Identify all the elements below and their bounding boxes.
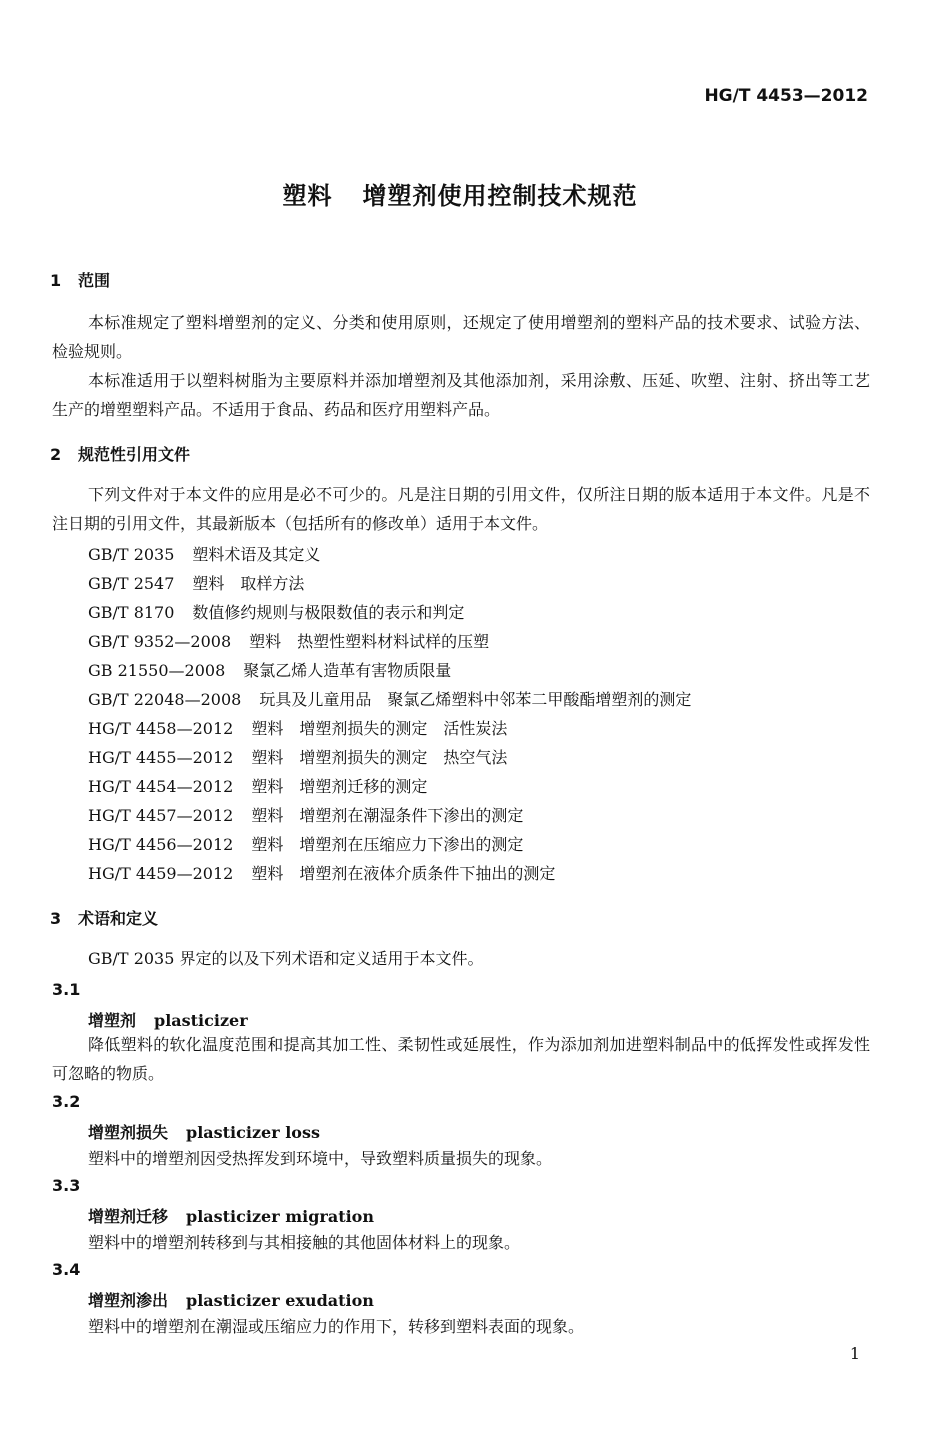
reference-title: 塑料术语及其定义 (192, 545, 321, 564)
subsection-number: 3.1 (52, 980, 81, 999)
reference-title: 塑料 增塑剂损失的测定 热空气法 (251, 748, 508, 767)
reference-item (88, 600, 464, 623)
reference-item (88, 716, 507, 739)
reference-item (88, 571, 304, 594)
reference-title: 玩具及儿童用品 聚氯乙烯塑料中邻苯二甲酸酯增塑剂的测定 (259, 690, 692, 709)
reference-title: 塑料 增塑剂在潮湿条件下渗出的测定 (251, 806, 524, 825)
term-zh: 增塑剂损失 (88, 1123, 169, 1142)
standard-number: HG/T 4453—2012 (704, 86, 868, 106)
reference-code: HG/T 4455—2012 (88, 748, 234, 767)
term-definition: 塑料中的增塑剂在潮湿或压缩应力的作用下，转移到塑料表面的现象。 (88, 1317, 585, 1336)
reference-title: 塑料 增塑剂在压缩应力下渗出的测定 (251, 835, 524, 854)
term-entry (88, 1008, 248, 1031)
reference-item (88, 832, 523, 855)
reference-title: 塑料 增塑剂在液体介质条件下抽出的测定 (251, 864, 556, 883)
section-title: 范围 (78, 271, 111, 290)
reference-code: HG/T 4458—2012 (88, 719, 234, 738)
reference-title: 塑料 增塑剂损失的测定 活性炭法 (251, 719, 508, 738)
term-definition: 塑料中的增塑剂转移到与其相接触的其他固体材料上的现象。 (88, 1233, 521, 1252)
reference-title: 数值修约规则与极限数值的表示和判定 (192, 603, 465, 622)
term-entry (88, 1204, 374, 1227)
reference-code: GB/T 8170 (88, 603, 175, 622)
term-entry (88, 1288, 374, 1311)
term-zh: 增塑剂迁移 (88, 1207, 169, 1226)
term-definition: 塑料中的增塑剂因受热挥发到环境中，导致塑料质量损失的现象。 (88, 1149, 553, 1168)
term-zh: 增塑剂 (88, 1011, 137, 1030)
section-title: 规范性引用文件 (78, 445, 191, 464)
reference-item (88, 629, 489, 652)
term-en: plasticizer loss (186, 1123, 320, 1142)
reference-title: 聚氯乙烯人造革有害物质限量 (243, 661, 452, 680)
reference-code: HG/T 4454—2012 (88, 777, 234, 796)
reference-code: GB/T 9352—2008 (88, 632, 232, 651)
term-definition: 降低塑料的软化温度范围和提高其加工性、柔韧性或延展性，作为添加剂加进塑料制品中的低挥发性或挥发性可忽略的物质。 (52, 1035, 870, 1083)
section-1-heading (50, 268, 110, 291)
section-2-heading (50, 442, 190, 465)
reference-item (88, 658, 451, 681)
reference-code: GB/T 2035 (88, 545, 175, 564)
reference-item (88, 745, 507, 768)
page-number: 1 (849, 1344, 860, 1363)
subsection-number: 3.3 (52, 1176, 81, 1195)
subsection-number: 3.2 (52, 1092, 81, 1111)
reference-item (88, 687, 691, 710)
reference-code: GB/T 2547 (88, 574, 175, 593)
paragraph: 本标准适用于以塑料树脂为主要原料并添加增塑剂及其他添加剂，采用涂敷、压延、吹塑、注射、挤出等工艺生产的增塑塑料产品。不适用于食品、药品和医疗用塑料产品。 (52, 371, 870, 419)
term-en: plasticizer exudation (186, 1291, 374, 1310)
reference-item (88, 542, 320, 565)
term-zh: 增塑剂渗出 (88, 1291, 169, 1310)
reference-title: 塑料 取样方法 (192, 574, 305, 593)
reference-item (88, 861, 555, 884)
title-part-1: 塑料 (282, 182, 333, 210)
reference-title: 塑料 热塑性塑料材料试样的压塑 (249, 632, 490, 651)
section-number: 1 (50, 271, 62, 290)
paragraph: 本标准规定了塑料增塑剂的定义、分类和使用原则，还规定了使用增塑剂的塑料产品的技术要求、试验方法、检验规则。 (52, 313, 870, 361)
paragraph: GB/T 2035 界定的以及下列术语和定义适用于本文件。 (88, 949, 484, 968)
section-number: 3 (50, 909, 62, 928)
term-en: plasticizer migration (186, 1207, 374, 1226)
term-entry (88, 1120, 320, 1143)
reference-code: HG/T 4459—2012 (88, 864, 234, 883)
section-3-heading (50, 906, 158, 929)
reference-item (88, 774, 427, 797)
section-number: 2 (50, 445, 62, 464)
reference-code: GB/T 22048—2008 (88, 690, 242, 709)
subsection-number: 3.4 (52, 1260, 81, 1279)
reference-item (88, 803, 523, 826)
reference-code: HG/T 4457—2012 (88, 806, 234, 825)
paragraph: 下列文件对于本文件的应用是必不可少的。凡是注日期的引用文件，仅所注日期的版本适用于本文件。凡是不注日期的引用文件，其最新版本（包括所有的修改单）适用于本文件。 (52, 485, 870, 533)
title-part-2: 增塑剂使用控制技术规范 (362, 182, 638, 210)
reference-code: GB 21550—2008 (88, 661, 226, 680)
document-title (0, 176, 920, 211)
section-title: 术语和定义 (78, 909, 159, 928)
term-en: plasticizer (154, 1011, 248, 1030)
reference-title: 塑料 增塑剂迁移的测定 (251, 777, 428, 796)
reference-code: HG/T 4456—2012 (88, 835, 234, 854)
